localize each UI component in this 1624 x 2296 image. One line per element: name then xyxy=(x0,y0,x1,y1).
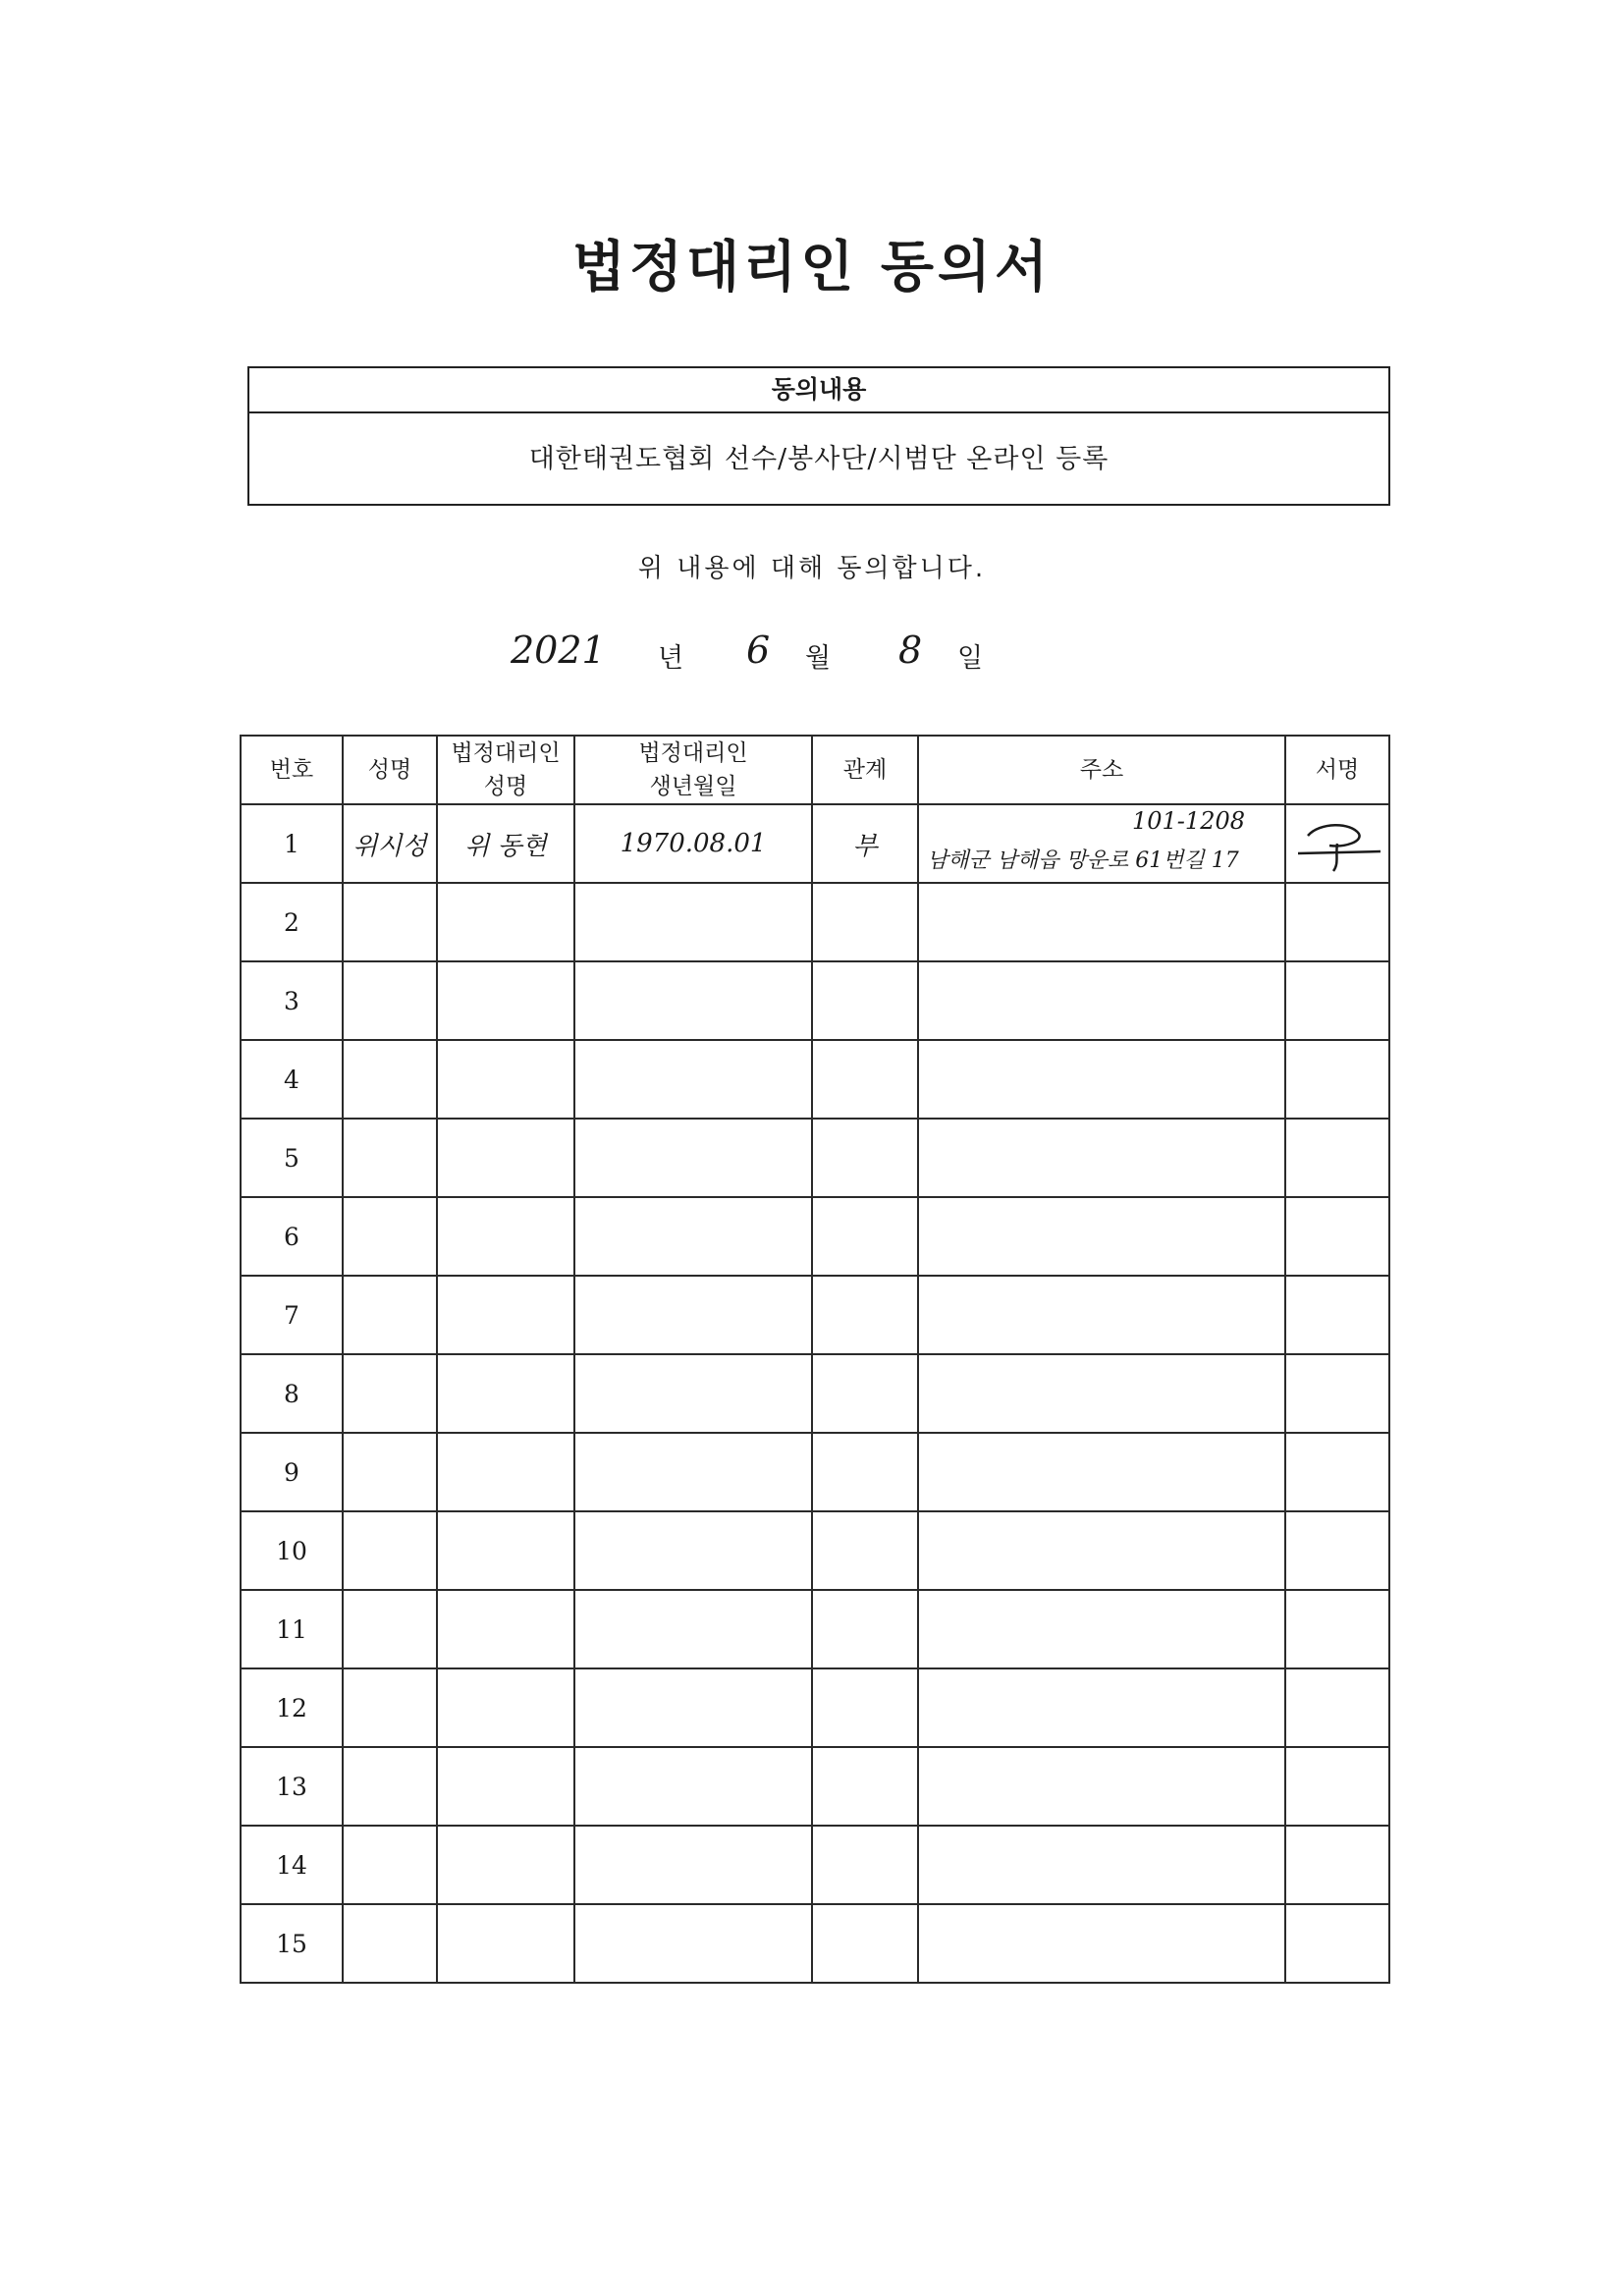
row-name-cell xyxy=(343,1668,437,1747)
row-relation-cell xyxy=(812,1511,918,1590)
row-guardian-name-cell xyxy=(437,1747,574,1826)
row-guardian-birth-cell xyxy=(574,1590,812,1668)
header-number: 번호 xyxy=(241,736,343,804)
row-relation-cell xyxy=(812,1826,918,1904)
agreement-statement: 위 내용에 대해 동의합니다. xyxy=(637,554,987,583)
header-relation: 관계 xyxy=(812,736,918,804)
consent-content-box xyxy=(247,366,1390,506)
header-signature: 서명 xyxy=(1285,736,1389,804)
row-name-cell xyxy=(343,1590,437,1668)
date-day-unit: 일 xyxy=(957,643,984,674)
row-relation-cell xyxy=(812,1197,918,1276)
row-address-cell xyxy=(918,1040,1285,1119)
row-signature-cell xyxy=(1285,1040,1389,1119)
document-title: 법정대리인 동의서 xyxy=(571,235,1053,300)
header-guardian-name-line1: 법정대리인 xyxy=(451,740,561,766)
row-guardian-name-cell xyxy=(437,1826,574,1904)
date-month-handwritten: 6 xyxy=(746,629,771,672)
row-signature-cell xyxy=(1285,1354,1389,1433)
row-address-cell xyxy=(918,961,1285,1040)
row-guardian-name-cell xyxy=(437,883,574,961)
date-year-unit: 년 xyxy=(658,643,684,674)
row-guardian-birth-cell xyxy=(574,1354,812,1433)
table-row xyxy=(241,1668,1389,1747)
row-guardian-name-cell xyxy=(437,1354,574,1433)
table-header-row xyxy=(241,736,1389,804)
row-guardian-birth-cell xyxy=(574,961,812,1040)
row-signature-cell xyxy=(1285,961,1389,1040)
row-relation-cell xyxy=(812,961,918,1040)
header-guardian-name xyxy=(437,736,574,804)
row-guardian-name-cell xyxy=(437,1433,574,1511)
row-signature-cell xyxy=(1285,1433,1389,1511)
row-guardian-name-cell xyxy=(437,1119,574,1197)
row-address-main: 남해군 남해읍 망운로 61번길 17 xyxy=(927,848,1239,873)
row-guardian-name-cell xyxy=(437,961,574,1040)
header-guardian-birth-line1: 법정대리인 xyxy=(638,740,748,766)
row-guardian-birth-cell xyxy=(574,1433,812,1511)
row-signature-cell xyxy=(1285,1747,1389,1826)
row-number-cell: 10 xyxy=(241,1511,343,1590)
row-address-cell xyxy=(918,1276,1285,1354)
row-guardian-birth-cell xyxy=(574,1668,812,1747)
row-relation-cell xyxy=(812,1590,918,1668)
row-name-cell xyxy=(343,1747,437,1826)
table-row xyxy=(241,1511,1389,1590)
table-row xyxy=(241,1433,1389,1511)
row-signature-cell xyxy=(1285,1119,1389,1197)
table-row xyxy=(241,1590,1389,1668)
row-guardian-name-cell xyxy=(437,1511,574,1590)
row-signature-cell xyxy=(1285,1590,1389,1668)
row-signature-cell xyxy=(1285,1511,1389,1590)
row-address-cell xyxy=(918,1826,1285,1904)
header-guardian-name-line2: 성명 xyxy=(483,774,528,799)
row-signature-cell xyxy=(1285,1904,1389,1983)
row-name-cell xyxy=(343,1354,437,1433)
row-guardian-name-cell xyxy=(437,1276,574,1354)
row-address-cell xyxy=(918,1197,1285,1276)
row-address-cell xyxy=(918,1904,1285,1983)
row-relation-cell xyxy=(812,1668,918,1747)
row-guardian-birth-cell xyxy=(574,1826,812,1904)
row-relation-cell xyxy=(812,1276,918,1354)
row-guardian-name-cell xyxy=(437,1668,574,1747)
row-guardian-name-cell: 위 동현 xyxy=(437,804,574,883)
row-guardian-name-cell xyxy=(437,1197,574,1276)
row-name-cell xyxy=(343,961,437,1040)
row-signature-cell xyxy=(1285,1668,1389,1747)
row-name-cell xyxy=(343,1197,437,1276)
date-month-unit: 월 xyxy=(805,643,832,674)
row-guardian-birth-cell xyxy=(574,1197,812,1276)
row-guardian-name-cell xyxy=(437,1590,574,1668)
row-address-cell xyxy=(918,1511,1285,1590)
row-name-cell xyxy=(343,883,437,961)
row-address-cell xyxy=(918,1433,1285,1511)
table-row xyxy=(241,961,1389,1040)
table-row xyxy=(241,1354,1389,1433)
row-guardian-birth-cell xyxy=(574,1040,812,1119)
row-signature-cell xyxy=(1285,1276,1389,1354)
table-row xyxy=(241,1747,1389,1826)
row-guardian-birth-cell xyxy=(574,1119,812,1197)
row-number-cell: 2 xyxy=(241,883,343,961)
row-guardian-birth-cell xyxy=(574,883,812,961)
row-relation-cell xyxy=(812,1747,918,1826)
consent-content-header: 동의내용 xyxy=(249,368,1388,413)
row-signature-cell xyxy=(1285,1826,1389,1904)
row-name-cell xyxy=(343,1511,437,1590)
date-year-handwritten: 2021 xyxy=(511,629,606,672)
row-signature-cell xyxy=(1285,1197,1389,1276)
row-address-cell xyxy=(918,1590,1285,1668)
table-row xyxy=(241,804,1389,883)
row-number-cell: 9 xyxy=(241,1433,343,1511)
row-number-cell: 14 xyxy=(241,1826,343,1904)
row-number-cell: 5 xyxy=(241,1119,343,1197)
row-name-cell xyxy=(343,1904,437,1983)
header-name: 성명 xyxy=(343,736,437,804)
table-row xyxy=(241,883,1389,961)
row-address-cell xyxy=(918,883,1285,961)
row-number-cell: 4 xyxy=(241,1040,343,1119)
table-row xyxy=(241,1826,1389,1904)
header-guardian-birth xyxy=(574,736,812,804)
row-number-cell: 13 xyxy=(241,1747,343,1826)
row-signature-cell xyxy=(1285,883,1389,961)
row-address-cell xyxy=(918,1354,1285,1433)
row-relation-cell xyxy=(812,1354,918,1433)
date-line xyxy=(511,625,1119,683)
row-guardian-birth-cell: 1970.08.01 xyxy=(574,804,812,883)
row-number-cell: 6 xyxy=(241,1197,343,1276)
row-address-cell xyxy=(918,804,1285,883)
header-guardian-birth-line2: 생년월일 xyxy=(649,774,737,799)
row-relation-cell xyxy=(812,1904,918,1983)
row-name-cell xyxy=(343,1276,437,1354)
row-address-detail: 101-1208 xyxy=(1132,807,1245,835)
table-row xyxy=(241,1119,1389,1197)
date-day-handwritten: 8 xyxy=(898,629,923,672)
row-number-cell: 1 xyxy=(241,804,343,883)
table-body xyxy=(241,804,1389,1983)
row-name-cell: 위시성 xyxy=(343,804,437,883)
table-row xyxy=(241,1904,1389,1983)
row-number-cell: 3 xyxy=(241,961,343,1040)
row-guardian-birth-cell xyxy=(574,1276,812,1354)
row-name-cell xyxy=(343,1826,437,1904)
row-guardian-birth-cell xyxy=(574,1904,812,1983)
row-guardian-birth-cell xyxy=(574,1511,812,1590)
handwritten-signature xyxy=(1290,814,1384,873)
row-signature-cell xyxy=(1285,804,1389,883)
row-relation-cell xyxy=(812,1433,918,1511)
row-relation-cell xyxy=(812,1040,918,1119)
row-address-cell xyxy=(918,1119,1285,1197)
row-number-cell: 8 xyxy=(241,1354,343,1433)
row-relation-cell xyxy=(812,883,918,961)
header-address: 주소 xyxy=(918,736,1285,804)
row-name-cell xyxy=(343,1433,437,1511)
table-row xyxy=(241,1276,1389,1354)
row-guardian-birth-cell xyxy=(574,1747,812,1826)
consent-content-body: 대한태권도협회 선수/봉사단/시범단 온라인 등록 xyxy=(528,444,1110,474)
row-number-cell: 12 xyxy=(241,1668,343,1747)
row-relation-cell: 부 xyxy=(812,804,918,883)
row-guardian-name-cell xyxy=(437,1904,574,1983)
table-row xyxy=(241,1040,1389,1119)
row-number-cell: 7 xyxy=(241,1276,343,1354)
row-name-cell xyxy=(343,1040,437,1119)
table-row xyxy=(241,1197,1389,1276)
row-guardian-name-cell xyxy=(437,1040,574,1119)
row-number-cell: 15 xyxy=(241,1904,343,1983)
row-address-cell xyxy=(918,1747,1285,1826)
row-relation-cell xyxy=(812,1119,918,1197)
row-number-cell: 11 xyxy=(241,1590,343,1668)
signature-table xyxy=(240,735,1390,1984)
row-address-cell xyxy=(918,1668,1285,1747)
row-name-cell xyxy=(343,1119,437,1197)
